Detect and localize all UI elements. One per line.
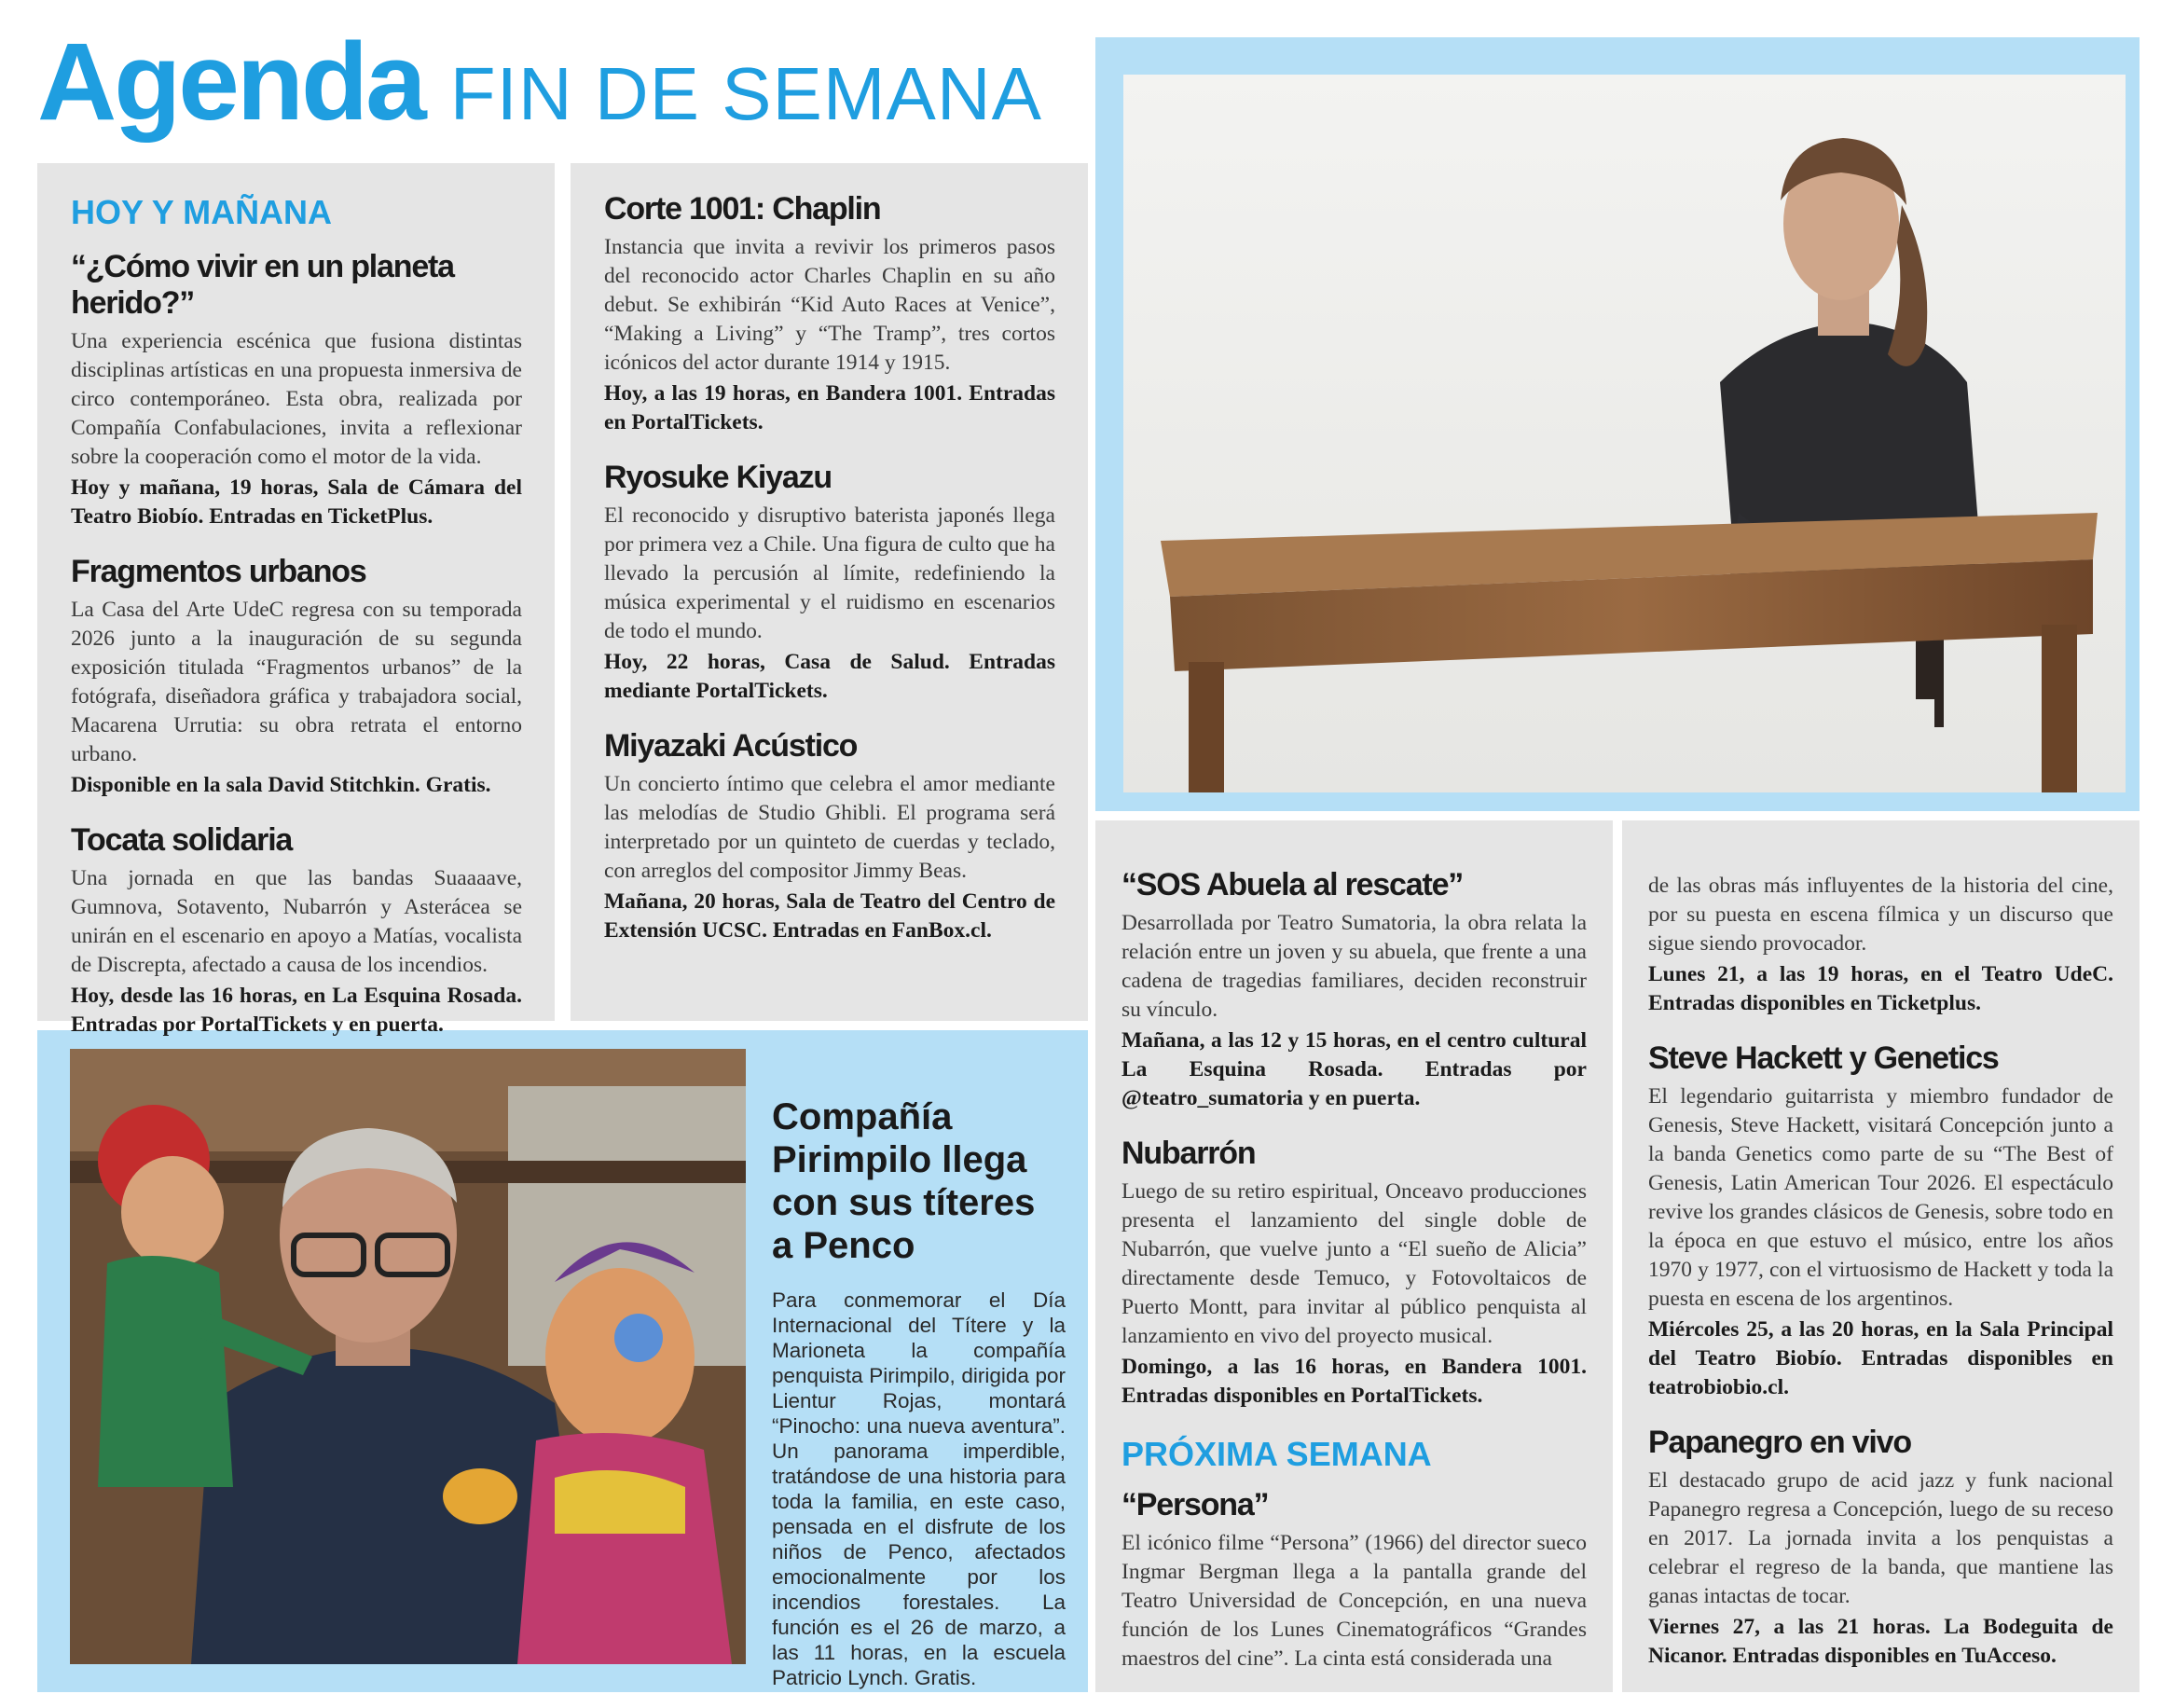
event-description: Una jornada en que las bandas Suaaaave, Gumnova, Sotavento, Nubarrón y Asterácea se unirán en el escenario en apoyo a Matías, vocalista de Discrepta, afectado a causa de los incendios. (71, 866, 522, 977)
event-persona (1121, 1487, 1587, 1674)
column-4 (1631, 872, 2130, 1671)
section-next-week: PRÓXIMA SEMANA (1121, 1435, 1432, 1473)
feature-pirimpilo (772, 1095, 1066, 1690)
event-description: Desarrollada por Teatro Sumatoria, la obra relata la relación entre un joven y su abuela, que frente a una cadena de tragedias familiares, deciden reconstruir su vínculo. (1121, 911, 1587, 1022)
column-2 (587, 163, 1072, 945)
event-title: Nubarrón (1121, 1136, 1256, 1171)
event-papanegro (1648, 1425, 2113, 1671)
event-description: Una experiencia escénica que fusiona distintas disciplinas artísticas en una propuesta inmersiva de circo contemporáneo. Esta obra, realizada por Compañía Confabulaciones, invita a reflexionar sobre la cooperación como el motor de la vida. (71, 329, 522, 469)
event-info: Disponible en la sala David Stitchkin. Gratis. (71, 773, 491, 797)
event-info: Mañana, 20 horas, Sala de Teatro del Centro de Extensión UCSC. Entradas en FanBox.cl. (604, 889, 1055, 943)
column-3 (1105, 839, 1603, 1674)
feature-title: Compañía Pirimpilo llega con sus títeres a Penco (772, 1096, 1036, 1266)
event-info: Domingo, a las 16 horas, en Bandera 1001. Entradas disponibles en PortalTickets. (1121, 1355, 1587, 1408)
event-info: Hoy, desde las 16 horas, en La Esquina Rosada. Entradas por PortalTickets y en puerta. (71, 984, 522, 1037)
event-corte-1001 (604, 191, 1055, 437)
event-title: “¿Cómo vivir en un planeta herido?” (71, 249, 454, 321)
event-tocata-solidaria (71, 822, 522, 1040)
feature-photo-puppeteer (70, 1049, 746, 1664)
event-miyazaki-acustico (604, 728, 1055, 945)
event-description-continued: de las obras más influyentes de la historia del cine, por su puesta en escena fílmica y un discurso que sigue siendo provocador. (1648, 874, 2113, 956)
event-description: El reconocido y disruptivo baterista japonés llega por primera vez a Chile. Una figura de culto que ha llevado la percusión al límite, redefiniendo la música experimental y el ruidismo en escenarios de todo el mundo. (604, 503, 1055, 643)
event-description: El destacado grupo de acid jazz y funk nacional Papanegro regresa a Concepción, luego de su receso en 2017. La jornada invita a los penquistas a celebrar el regreso de la banda, que mantiene las ganas intactas de tocar. (1648, 1468, 2113, 1608)
event-description: Luego de su retiro espiritual, Onceavo producciones presenta el lanzamiento del single doble de Nubarrón, que vuelve junto a “El sueño de Alicia” directamente desde Temuco, y Fotovoltaicos de Puerto Montt, para invitar al público penquista al lanzamiento en vivo del proyecto musical. (1121, 1179, 1587, 1348)
event-sos-abuela (1121, 867, 1587, 1113)
event-info: Viernes 27, a las 21 horas. La Bodeguita de Nicanor. Entradas disponibles en TuAcceso. (1648, 1615, 2113, 1668)
event-info: Miércoles 25, a las 20 horas, en la Sala Principal del Teatro Biobío. Entradas disponibles en teatrobiobio.cl. (1648, 1317, 2113, 1399)
event-description: Instancia que invita a revivir los primeros pasos del reconocido actor Charles Chaplin en su año debut. Se exhibirán “Kid Auto Races at Venice”, “Making a Living” y “The Tramp”, tres cortos icónicos del actor durante 1914 y 1915. (604, 235, 1055, 375)
section-today-tomorrow: HOY Y MAÑANA (71, 193, 333, 231)
event-description: El icónico filme “Persona” (1966) del director sueco Ingmar Bergman llega a la pantalla grande del Teatro Universidad de Concepción, en una nueva función de los Lunes Cinematográficos “Grandes maestros del cine”. La cinta está considerada una (1121, 1531, 1587, 1671)
event-nubarron (1121, 1136, 1587, 1411)
masthead (37, 19, 1081, 149)
event-description: La Casa del Arte UdeC regresa con su temporada 2026 junto a la inauguración de su segunda exposición titulada “Fragmentos urbanos” de la fotógrafa, diseñadora gráfica y trabajadora social, Macarena Urrutia: su obra retrata el entorno urbano. (71, 598, 522, 766)
event-title: Tocata solidaria (71, 822, 293, 858)
event-persona-continued (1648, 872, 2113, 1018)
masthead-subtitle: FIN DE SEMANA (449, 52, 1043, 135)
event-info: Mañana, a las 12 y 15 horas, en el centro cultural La Esquina Rosada. Entradas por @teatro_sumatoria y en puerta. (1121, 1028, 1587, 1110)
event-title: Steve Hackett y Genetics (1648, 1040, 1999, 1076)
event-fragmentos-urbanos (71, 554, 522, 800)
photo-illustration (1123, 75, 2126, 792)
event-ryosuke-kiyazu (604, 460, 1055, 706)
event-description: El legendario guitarrista y miembro fundador de Genesis, Steve Hackett, visitará Concepción junto a la banda Genetics como parte de su “The Best of Genesis, Latin American Tour 2026. El espectáculo revive los grandes clásicos de Genesis, sobre todo en la época en que estuvo el músico, entre los años 1970 y 1977, con el virtuosismo de Hackett y toda la puesta en escena de los argentinos. (1648, 1084, 2113, 1311)
event-title: “SOS Abuela al rescate” (1121, 867, 1464, 902)
event-steve-hackett (1648, 1040, 2113, 1402)
column-1 (54, 163, 539, 1040)
feature-photo-actress-table (1123, 75, 2126, 792)
masthead-title: Agenda (37, 21, 424, 144)
event-title: Ryosuke Kiyazu (604, 460, 832, 495)
event-title: “Persona” (1121, 1487, 1269, 1522)
photo-illustration (70, 1049, 746, 1664)
event-info: Lunes 21, a las 19 horas, en el Teatro UdeC. Entradas disponibles en Ticketplus. (1648, 962, 2113, 1015)
event-info: Hoy, 22 horas, Casa de Salud. Entradas mediante PortalTickets. (604, 650, 1055, 703)
event-title: Miyazaki Acústico (604, 728, 858, 764)
feature-description: Para conmemorar el Día Internacional del Títere y la Marioneta la compañía penquista Pirimpilo, dirigida por Lientur Rojas, montará “Pinocho: una nueva aventura”. Un panorama imperdible, tratándose de una historia para toda la familia, en este caso, pensada en el disfrute de los niños de Penco, afectados emocionalmente por los incendios forestales. La función es el 26 de marzo, a las 11 horas, en la escuela Patricio Lynch. Gratis. (772, 1288, 1066, 1689)
event-description: Un concierto íntimo que celebra el amor mediante las melodías de Studio Ghibli. El programa será interpretado por un quinteto de cuerdas y teclado, con arreglos del compositor Jimmy Beas. (604, 772, 1055, 883)
event-como-vivir (71, 249, 522, 531)
event-title: Corte 1001: Chaplin (604, 191, 881, 227)
event-info: Hoy y mañana, 19 horas, Sala de Cámara del Teatro Biobío. Entradas en TicketPlus. (71, 475, 522, 529)
event-info: Hoy, a las 19 horas, en Bandera 1001. Entradas en PortalTickets. (604, 381, 1055, 434)
event-title: Fragmentos urbanos (71, 554, 366, 589)
event-title: Papanegro en vivo (1648, 1425, 1911, 1460)
